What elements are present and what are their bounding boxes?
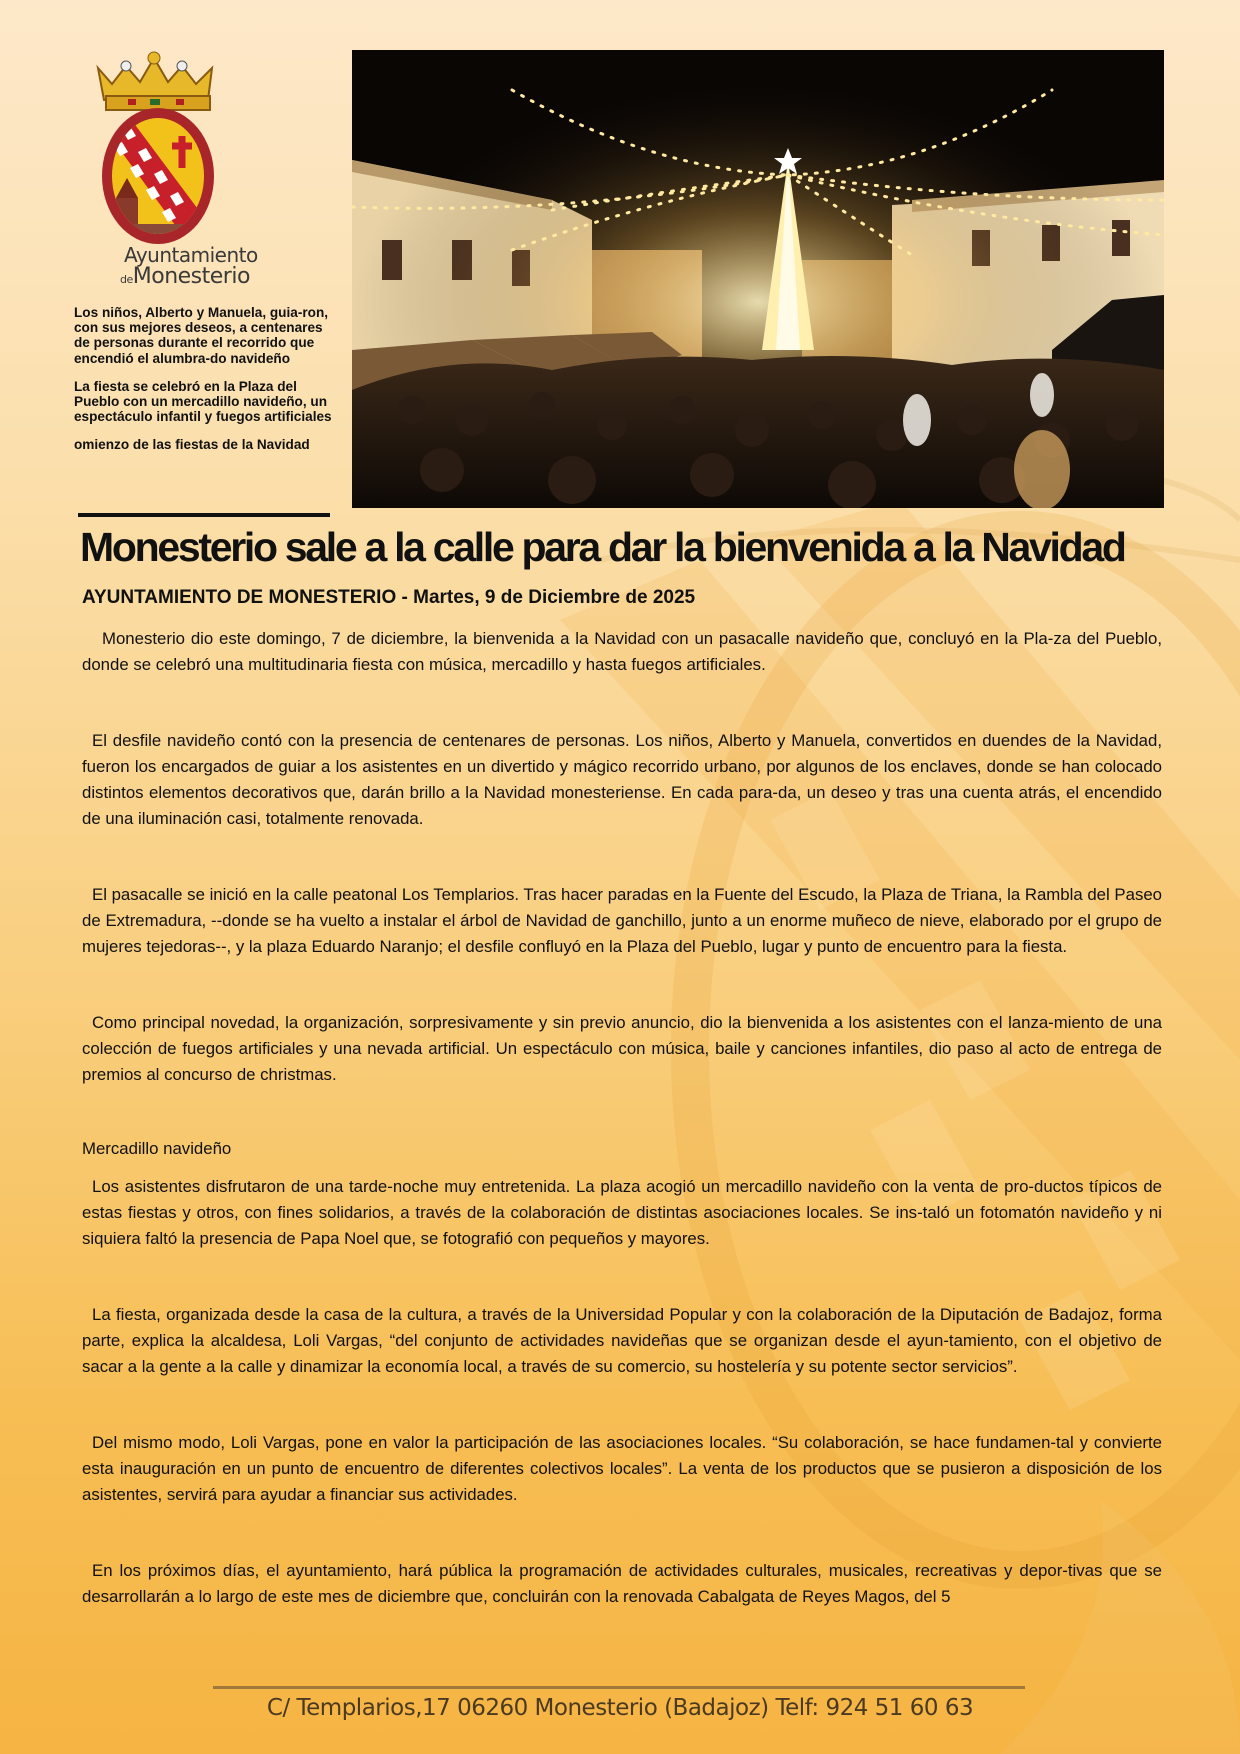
paragraph: El desfile navideño contó con la presencia de centenares de personas. Los niños, Alberto y Manuela, convertidos en duendes de la Navidad, fueron los encargados de guiar a los asistentes en un divertido y mágico recorrido urbano, por algunos de los enclaves, donde se han colocado distintos elementos decorativos que, darán brillo a la Navidad monesteriense. En cada para-da, un deseo y tras una cuenta atrás, el encendido de una iluminación casi, totalmente renovada.: [82, 731, 1162, 828]
paragraph: En los próximos días, el ayuntamiento, hará pública la programación de actividades culturales, musicales, recreativas y depor-tivas que se desarrollarán a lo largo de este mes de diciembre que, concluirán con la renovada Cabalgata de Reyes Magos, del 5: [82, 1561, 1162, 1606]
section-subheading: Mercadillo navideño: [82, 1139, 232, 1158]
logo-text-de: de: [120, 273, 133, 286]
logo-text-ayuntamiento: Ayuntamiento: [124, 243, 258, 267]
shield-icon: [102, 108, 214, 244]
caption-1: Los niños, Alberto y Manuela, guia-ron, con sus mejores deseos, a centenares de personas durante el recorrido que encendió el alumbra-do navideño: [74, 305, 329, 366]
paragraph: Como principal novedad, la organización, sorpresivamente y sin previo anuncio, dio la bienvenida a los asistentes con el lanza-miento de una colección de fuegos artificiales y una nevada artificial. Un espectáculo con música, baile y canciones infantiles, dio paso al acto de entrega de premios al concurso de christmas.: [82, 1013, 1162, 1084]
logo-text-name: Monesterio: [132, 264, 250, 289]
logo-text-monesterio: [120, 264, 250, 289]
paragraph: Monesterio dio este domingo, 7 de diciembre, la bienvenida a la Navidad con un pasacalle navideño que, concluyó en la Pla-za del Pueblo, donde se celebró una multitudinaria fiesta con música, mercadillo y hasta fuegos artificiales.: [82, 629, 1162, 674]
footer-divider: [213, 1686, 1025, 1689]
article-body: [82, 626, 1162, 1660]
paragraph: Del mismo modo, Loli Vargas, pone en valor la participación de las asociaciones locales. “Su colaboración, se hace fundamen-tal y convierte esta inauguración en un punto de encuentro de diferentes colectivos locales”. La venta de los productos que se pusieron a disposición de los asistentes, servirá para ayudar a financiar sus actividades.: [82, 1433, 1162, 1504]
crown-icon: [98, 52, 212, 110]
christmas-plaza-photo: [352, 50, 1164, 508]
caption-3: omienzo de las fiestas de la Navidad: [74, 437, 310, 453]
footer-address: C/ Templarios,17 06260 Monesterio (Badajoz) Telf: 924 51 60 63: [266, 1695, 974, 1721]
paragraph: La fiesta, organizada desde la casa de la cultura, a través de la Universidad Popular y con la colaboración de la Diputación de Badajoz, forma parte, explica la alcaldesa, Loli Vargas, “del conjunto de actividades navideñas que se organizan desde el ayun-tamiento, con el objetivo de sacar a la gente a la calle y dinamizar la economía local, a través de su comercio, su hostelería y su potente sector servicios”.: [82, 1305, 1162, 1376]
article-byline: AYUNTAMIENTO DE MONESTERIO - Martes, 9 de Diciembre de 2025: [82, 587, 696, 608]
paragraph: El pasacalle se inició en la calle peatonal Los Templarios. Tras hacer paradas en la Fuente del Escudo, la Plaza de Triana, la Rambla del Paseo de Extremadura, --donde se ha vuelto a instalar el árbol de Navidad de ganchillo, junto a un enorme muñeco de nieve, elaborado por el grupo de mujeres tejedoras--, y la plaza Eduardo Naranjo; el desfile confluyó en la Plaza del Pueblo, lugar y punto de encuentro para la fiesta.: [82, 885, 1162, 956]
paragraph: Los asistentes disfrutaron de una tarde-noche muy entretenida. La plaza acogió un mercadillo navideño con la venta de pro-ductos típicos de estas fiestas y otros, con fines solidarios, a través de la colaboración de distintas asociaciones locales. Se ins-taló un fotomatón navideño y ni siquiera faltó la presencia de Papa Noel que, se fotografió con pequeños y mayores.: [82, 1177, 1162, 1248]
photo-captions: [74, 305, 336, 466]
side-divider: [78, 513, 330, 517]
article-headline: Monesterio sale a la calle para dar la bienvenida a la Navidad: [80, 524, 1125, 570]
caption-2: La fiesta se celebró en la Plaza del Pueblo con un mercadillo navideño, un espectáculo infantil y fuegos artificiales: [74, 378, 332, 425]
